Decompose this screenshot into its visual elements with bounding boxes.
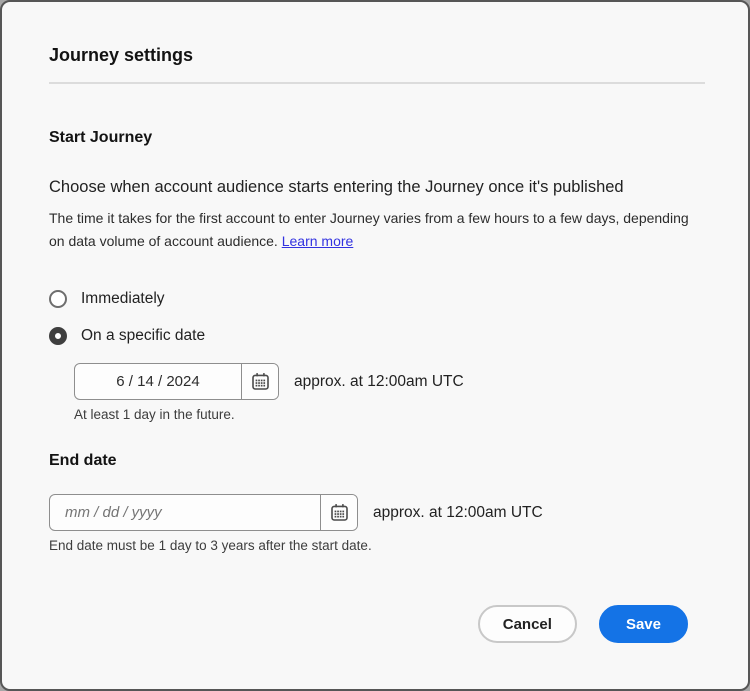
radio-button-selected[interactable] <box>49 327 67 345</box>
start-timing-radio-group <box>49 289 701 346</box>
end-date-input[interactable] <box>50 495 320 530</box>
radio-option-specific-date[interactable] <box>49 326 701 346</box>
learn-more-link[interactable]: Learn more <box>281 233 354 249</box>
end-date-helper: End date must be 1 day to 3 years after the start date. <box>49 538 372 553</box>
cancel-button[interactable]: Cancel <box>478 605 577 643</box>
save-button[interactable]: Save <box>599 605 688 643</box>
start-date-row <box>74 363 701 400</box>
end-date-field <box>49 494 358 531</box>
start-date-field <box>74 363 279 400</box>
end-date-row <box>49 494 701 531</box>
end-date-heading: End date <box>49 452 117 469</box>
calendar-icon <box>330 503 349 522</box>
radio-button-unselected[interactable] <box>49 290 67 308</box>
start-date-input[interactable] <box>75 364 241 399</box>
radio-option-immediately[interactable] <box>49 289 701 309</box>
radio-label-specific-date: On a specific date <box>81 327 206 344</box>
dialog-title: Journey settings <box>49 45 194 65</box>
start-journey-description: Choose when account audience starts entering the Journey once it's published <box>49 178 624 196</box>
start-journey-subdescription <box>49 207 701 253</box>
subdescription-text: The time it takes for the first account to enter Journey varies from a few hours to a few days, depending on data volume of account audience. <box>49 210 689 249</box>
end-date-calendar-button[interactable] <box>320 495 357 530</box>
dialog-footer <box>478 605 688 643</box>
start-date-helper: At least 1 day in the future. <box>74 407 235 422</box>
start-date-calendar-button[interactable] <box>241 364 278 399</box>
radio-label-immediately: Immediately <box>81 290 165 307</box>
title-divider <box>49 82 705 84</box>
start-journey-heading: Start Journey <box>49 129 153 146</box>
calendar-icon <box>251 372 270 391</box>
start-approx-label: approx. at 12:00am UTC <box>294 372 464 390</box>
end-approx-label: approx. at 12:00am UTC <box>373 503 543 521</box>
